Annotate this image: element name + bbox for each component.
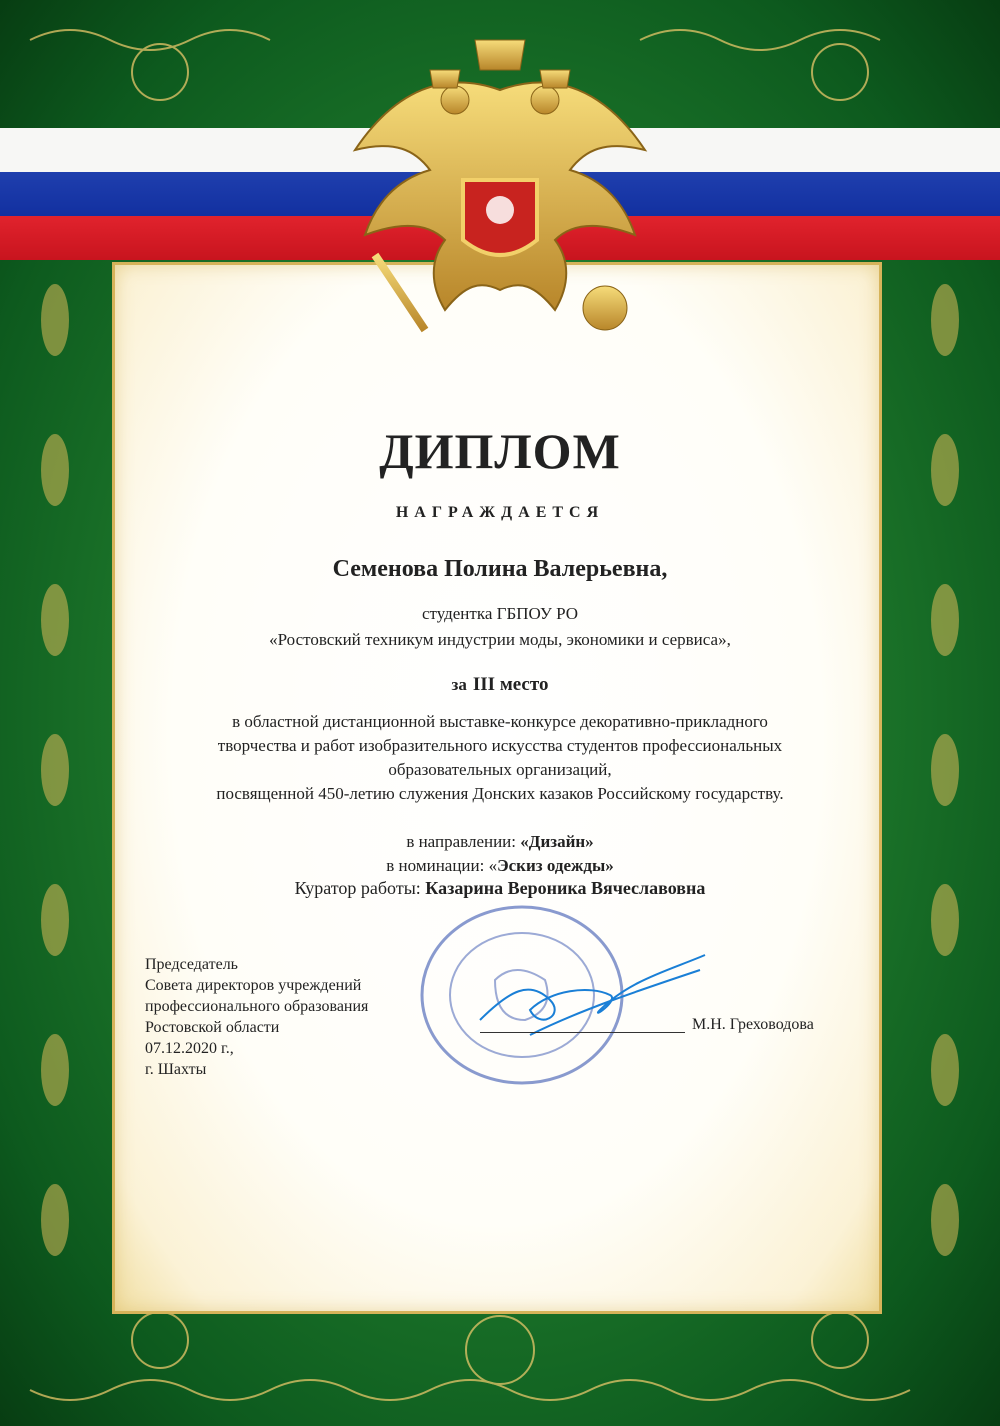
curator-label: Куратор работы: — [294, 878, 421, 898]
nomination-row — [0, 856, 1000, 876]
curator-name: Казарина Вероника Вячеславовна — [425, 878, 706, 898]
place-prefix: за — [451, 675, 467, 694]
signatory-block — [145, 954, 445, 1080]
signatory-line: Совета директоров учреждений — [145, 977, 362, 994]
signature-city: г. Шахты — [145, 1061, 207, 1078]
direction-label: в направлении: — [406, 832, 516, 851]
direction-value: «Дизайн» — [520, 832, 594, 851]
curator-row — [0, 878, 1000, 899]
student-status: студентка ГБПОУ РО — [421, 604, 579, 623]
signatory-line: Председатель — [145, 956, 238, 973]
place-row — [0, 674, 1000, 696]
direction-row — [0, 832, 1000, 852]
description-line: посвященной 450-летию служения Донских казаков Российскому государству. — [216, 784, 784, 803]
signatory-line: Ростовской области — [145, 1019, 280, 1036]
double-headed-eagle-emblem — [335, 30, 665, 350]
place-value: III место — [472, 674, 549, 695]
description-line: в областной дистанционной выставке-конкурсе декоративно-прикладного — [232, 712, 768, 731]
signature-line — [480, 1032, 685, 1033]
recipient-name: Семенова Полина Валерьевна, — [332, 556, 668, 582]
nomination-value: Эскиз одежды» — [497, 856, 614, 875]
awarded-label: НАГРАЖДАЕТСЯ — [395, 504, 605, 521]
nomination-label: в номинации: « — [386, 856, 498, 875]
diploma-title: ДИПЛОМ — [379, 423, 621, 479]
signature-date: 07.12.2020 г., — [145, 1040, 234, 1057]
handwritten-signature — [470, 950, 710, 1050]
signer-name: М.Н. Греховодова — [692, 1016, 814, 1033]
signatory-line: профессионального образования — [145, 998, 369, 1015]
school-name: «Ростовский техникум индустрии моды, экономики и сервиса», — [269, 630, 731, 649]
description-line: творчества и работ изобразительного искусства студентов профессиональных — [217, 736, 783, 755]
description-line: образовательных организаций, — [388, 760, 612, 779]
